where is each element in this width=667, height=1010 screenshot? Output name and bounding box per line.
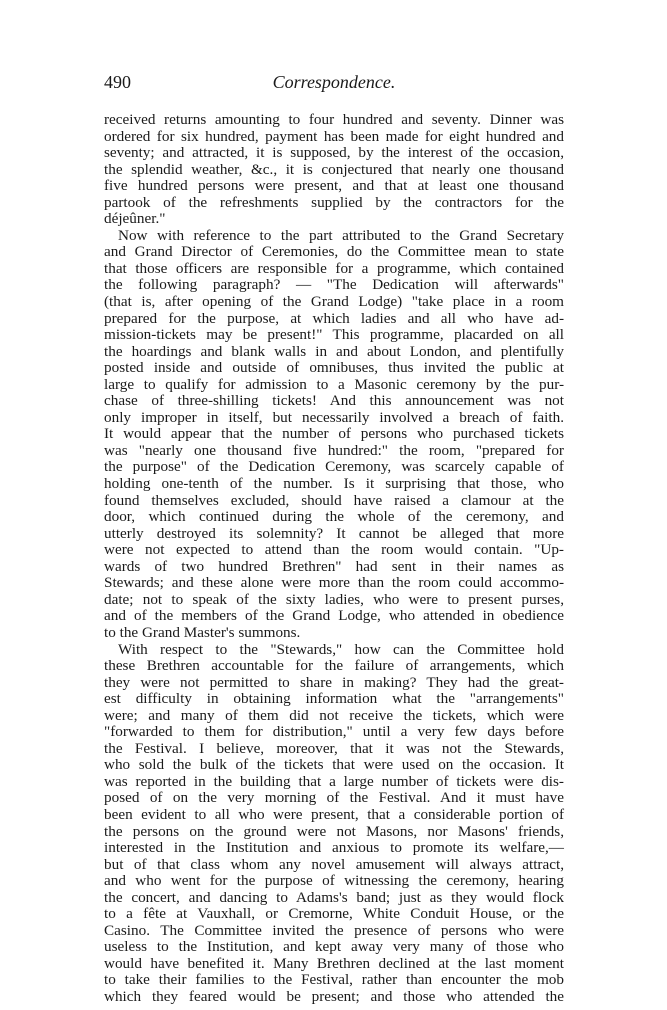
text-line: found themselves excluded, should have raised a clamour at the (104, 491, 564, 509)
text-line: and of the members of the Grand Lodge, who attended in obedience (104, 607, 564, 625)
text-line: the hoardings and blank walls in and about London, and plentifully (104, 342, 564, 360)
text-line: interested in the Institution and anxious to promote its welfare,— (104, 839, 564, 857)
paragraph-first-line: Now with reference to the part attributed to the Grand Secretary (118, 226, 564, 244)
text-line: but of that class whom any novel amusement will always attract, (104, 855, 564, 873)
text-line: est difficulty in obtaining information what the "arrangements" (104, 690, 564, 708)
text-line: "forwarded to them for distribution," until a very few days before (104, 723, 564, 741)
text-line: useless to the Institution, and kept away very many of those who (104, 938, 564, 956)
text-line: large to qualify for admission to a Masonic ceremony by the pur- (104, 375, 564, 393)
text-line: chase of three-shilling tickets! And this announcement was not (104, 392, 564, 410)
text-line: and who went for the purpose of witnessing the ceremony, hearing (104, 872, 564, 890)
paragraph-first-line: With respect to the "Stewards," how can the Committee hold (118, 640, 564, 658)
text-line: seventy; and attracted, it is supposed, by the interest of the occasion, (104, 144, 564, 162)
text-line: to the Grand Master's summons. (104, 623, 301, 641)
text-line: these Brethren accountable for the failure of arrangements, which (104, 657, 564, 675)
text-line: posed of on the very morning of the Festival. And it must have (104, 789, 564, 807)
text-line: holding one-tenth of the number. Is it surprising that those, who (104, 475, 564, 493)
text-line: were; and many of them did not receive the tickets, which were (104, 706, 564, 724)
text-line: and Grand Director of Ceremonies, do the Committee mean to state (104, 243, 564, 261)
text-line: the Festival. I believe, moreover, that it was not the Stewards, (104, 739, 564, 757)
text-line: the concert, and dancing to Adams's band; just as they would flock (104, 888, 564, 906)
text-line: Stewards; and these alone were more than the room could accommo- (104, 574, 564, 592)
text-line: that those officers are responsible for a programme, which contained (104, 259, 564, 277)
text-line: prepared for the purpose, at which ladies and all who have ad- (104, 309, 564, 327)
text-line: which they feared would be present; and those who attended the (104, 987, 564, 1005)
text-line: they were not permitted to share in making? They had the great- (104, 673, 564, 691)
text-line: the splendid weather, &c., it is conjectured that nearly one thousand (104, 160, 564, 178)
text-line: mission-tickets may be present!" This programme, placarded on all (104, 326, 564, 344)
text-line: partook of the refreshments supplied by the contractors for the (104, 193, 564, 211)
text-line: date; not to speak of the sixty ladies, who were to present purses, (104, 590, 564, 608)
running-head: Correspondence. (272, 72, 396, 92)
text-line: received returns amounting to four hundred and seventy. Dinner was (104, 111, 564, 128)
text-line: the following paragraph? — "The Dedication will afterwards" (104, 276, 564, 294)
text-line: posted inside and outside of omnibuses, thus invited the public at (104, 359, 564, 377)
text-line: Casino. The Committee invited the presence of persons who were (104, 921, 564, 939)
text-line: It would appear that the number of persons who purchased tickets (104, 425, 564, 443)
text-line: door, which continued during the whole of the ceremony, and (104, 508, 564, 526)
text-line: was "nearly one thousand five hundred:" the room, "prepared for (104, 441, 564, 459)
text-line: déjeûner." (104, 210, 166, 228)
page-number: 490 (104, 72, 131, 92)
text-line: the persons on the ground were not Masons, nor Masons' friends, (104, 822, 564, 840)
text-line: only improper in itself, but necessarily involved a breach of faith. (104, 408, 564, 426)
text-line: wards of two hundred Brethren" had sent in their names as (104, 557, 564, 575)
text-line: utterly destroyed its solemnity? It cannot be alleged that more (104, 524, 564, 542)
body-text (104, 112, 564, 1006)
book-page (104, 72, 564, 1006)
text-line: five hundred persons were present, and that at least one thousand (104, 177, 564, 195)
text-line: was reported in the building that a large number of tickets were dis- (104, 772, 564, 790)
text-line: been evident to all who were present, that a considerable portion of (104, 805, 564, 823)
text-line: ordered for six hundred, payment has been made for eight hundred and (104, 127, 564, 145)
text-line: would have benefited it. Many Brethren declined at the last moment (104, 954, 564, 972)
text-line: to take their families to the Festival, rather than encounter the mob (104, 971, 564, 989)
text-line: to a fête at Vauxhall, or Cremorne, White Conduit House, or the (104, 905, 564, 923)
text-line: the purpose" of the Dedication Ceremony, was scarcely capable of (104, 458, 564, 476)
page-header (104, 72, 564, 96)
text-line: who sold the bulk of the tickets that were used on the occasion. It (104, 756, 564, 774)
text-line: (that is, after opening of the Grand Lodge) "take place in a room (104, 293, 564, 311)
text-line: were not expected to attend than the room would contain. "Up- (104, 541, 564, 559)
